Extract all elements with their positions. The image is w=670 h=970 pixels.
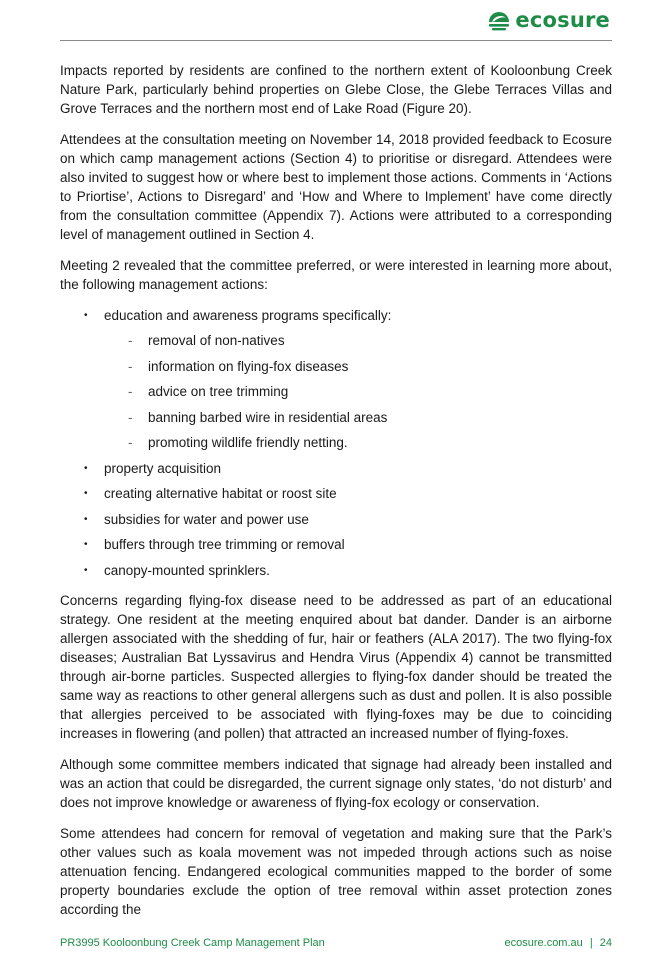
- paragraph: Concerns regarding flying-fox disease need to be addressed as part of an educational strategy. One resident at the meeting enquired about bat dander. Dander is an airborne allergen associated with the shedding of fur, hair or feathers (ALA 2017). The two flying-fox diseases; Australian Bat Lyssavirus and Hendra Virus (Appendix 4) cannot be transmitted through air-borne particles. Suspected allergies to flying-fox dander should be treated the same way as reactions to other general allergens such as dust and pollen. It is also possible that allergies perceived to be associated with flying-foxes may be due to coinciding increases in flowering (and pollen) that attracted an increased number of flying-foxes.: [60, 592, 612, 741]
- list-item: • creating alternative habitat or roost site: [60, 484, 612, 503]
- sub-list-item: - advice on tree trimming: [104, 382, 612, 401]
- paragraph: Some attendees had concern for removal of vegetation and making sure that the Park’s other values such as koala movement was not impeded through actions such as noise attenuation fencing. Endangered ecological communities mapped to the border of some property boundaries exclude the option of tree removal within asset protection zones according the: [60, 825, 612, 917]
- paragraph: Meeting 2 revealed that the committee preferred, or were interested in learning more about, the following management actions:: [60, 258, 612, 292]
- list-item: • property acquisition: [60, 459, 612, 478]
- sub-list-item: - promoting wildlife friendly netting.: [104, 433, 612, 452]
- ecosure-logo: [488, 10, 610, 31]
- page-header: [60, 0, 612, 41]
- list-item: • buffers through tree trimming or removal: [60, 535, 612, 554]
- paragraph: Although some committee members indicated that signage had already been installed and was an action that could be disregarded, the current signage only states, ‘do not disturb’ and does not improve knowledge or awareness of flying-fox ecology or conservation.: [60, 756, 612, 810]
- document-title: PR3995 Kooloonbung Creek Camp Management Plan: [60, 937, 325, 949]
- sub-list-item: - banning barbed wire in residential areas: [104, 408, 612, 427]
- website-link[interactable]: ecosure.com.au: [504, 937, 583, 949]
- list-item: [60, 306, 612, 452]
- list-item-label: education and awareness programs specifically:: [104, 308, 392, 323]
- page-body: [60, 61, 612, 931]
- paragraph: Attendees at the consultation meeting on November 14, 2018 provided feedback to Ecosure on which camp management actions (Section 4) to prioritise or disregard. Attendees were also invited to suggest how or where best to implement those actions. Comments in ‘Actions to Priortise’, Actions to Disregard’ and ‘How and Where to Implement’ have come directly from the consultation committee (Appendix 7). Actions were attributed to a corresponding level of management outlined in Section 4.: [60, 132, 612, 242]
- list-item: • subsidies for water and power use: [60, 510, 612, 529]
- brand-name: ecosure: [515, 8, 610, 32]
- footer-right: [505, 937, 613, 949]
- page-number: 24: [599, 937, 612, 949]
- paragraph: Impacts reported by residents are confined to the northern extent of Kooloonbung Creek Nature Park, particularly behind properties on Glebe Close, the Glebe Terraces Villas and Grove Terraces and the northern most end of Lake Road (Figure 20).: [60, 63, 612, 116]
- sub-list-item: - information on flying-fox diseases: [104, 357, 612, 376]
- sub-list-item: - removal of non-natives: [104, 331, 612, 350]
- management-actions-list: [60, 306, 612, 580]
- leaf-logo-icon: [488, 11, 510, 31]
- education-sub-list: [104, 331, 612, 452]
- footer-separator: |: [589, 937, 593, 949]
- list-item: • canopy-mounted sprinklers.: [60, 561, 612, 580]
